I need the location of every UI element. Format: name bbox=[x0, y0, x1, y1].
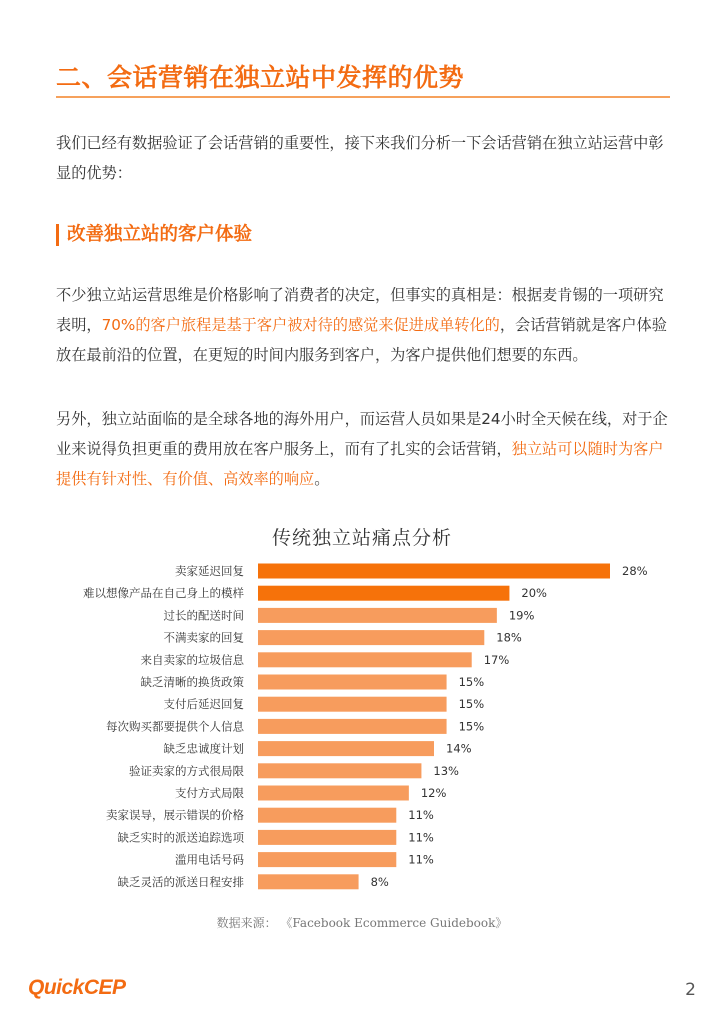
chart-category-label: 来自卖家的垃圾信息 bbox=[140, 652, 244, 667]
para2-text-after: 。 bbox=[314, 470, 330, 488]
chart-value-label: 12% bbox=[420, 786, 447, 800]
chart-bar bbox=[258, 564, 610, 579]
chart-value-label: 15% bbox=[458, 675, 485, 689]
chart-value-label: 11% bbox=[408, 830, 434, 845]
chart-bar bbox=[258, 652, 472, 667]
paragraph-global-users bbox=[56, 404, 672, 494]
chart-bar bbox=[258, 586, 509, 601]
data-source: 数据来源： 《Facebook Ecommerce Guidebook》 bbox=[216, 916, 508, 930]
chart-bar bbox=[258, 630, 484, 645]
section-title: 改善独立站的客户体验 bbox=[56, 224, 252, 246]
chart-bar bbox=[258, 874, 359, 889]
chart-category-label: 卖家误导，展示错误的价格 bbox=[106, 808, 244, 823]
chart-bar bbox=[258, 719, 447, 734]
chart-bar bbox=[258, 741, 434, 756]
chart-bar bbox=[258, 830, 396, 845]
chart-bar bbox=[258, 763, 421, 778]
page-heading: 二、会话营销在独立站中发挥的优势 bbox=[56, 63, 465, 92]
page-number: 2 bbox=[685, 980, 696, 1000]
chart-category-label: 难以想像产品在自己身上的模样 bbox=[83, 586, 244, 601]
chart-value-label: 13% bbox=[433, 763, 459, 778]
para2-highlight: 独立站可以随时为客户提供有针对性、有价值、高效率的响应 bbox=[56, 440, 664, 488]
chart-bar bbox=[258, 808, 396, 823]
chart-category-label: 验证卖家的方式很局限 bbox=[129, 763, 244, 778]
para1-text-after: ，会话营销就是客户体验放在最前沿的位置，在更短的时间内服务到客户，为客户提供他们想要的东西。 bbox=[56, 316, 667, 364]
chart-value-label: 18% bbox=[496, 630, 522, 645]
quickcep-logo: QuickCEP bbox=[28, 976, 126, 999]
chart-value-label: 11% bbox=[408, 808, 434, 823]
chart-category-label: 缺乏清晰的换货政策 bbox=[140, 675, 244, 689]
chart-value-label: 15% bbox=[458, 697, 485, 712]
chart-category-label: 缺乏忠诚度计划 bbox=[163, 741, 244, 756]
chart-category-label: 卖家延迟回复 bbox=[175, 564, 244, 578]
chart-value-label: 11% bbox=[408, 852, 434, 867]
chart-category-label: 缺乏灵活的派送日程安排 bbox=[117, 874, 244, 889]
chart-title: 传统独立站痛点分析 bbox=[271, 527, 452, 549]
chart-value-label: 17% bbox=[483, 652, 510, 667]
chart-bar bbox=[258, 608, 497, 623]
chart-bar bbox=[258, 786, 409, 801]
chart-value-label: 20% bbox=[521, 586, 547, 601]
para1-highlight: 70%的客户旅程是基于客户被对待的感觉来促进成单转化的 bbox=[101, 316, 500, 334]
chart-bar bbox=[258, 697, 447, 712]
chart-bar bbox=[258, 852, 396, 867]
chart-value-label: 19% bbox=[508, 608, 535, 623]
chart-bar bbox=[258, 675, 447, 690]
chart-value-label: 8% bbox=[370, 874, 389, 889]
para1-text-before: 不少独立站运营思维是价格影响了消费者的决定，但事实的真相是：根据麦肯锡的一项研究表明， bbox=[56, 286, 664, 334]
chart-category-label: 过长的配送时间 bbox=[163, 608, 244, 623]
chart-value-label: 28% bbox=[622, 564, 648, 578]
pain-points-bar-chart bbox=[0, 562, 724, 908]
chart-category-label: 缺乏实时的派送追踪选项 bbox=[117, 830, 244, 845]
chart-category-label: 滥用电话号码 bbox=[175, 852, 244, 867]
chart-category-label: 不满卖家的回复 bbox=[163, 630, 244, 645]
chart-category-label: 支付后延迟回复 bbox=[163, 697, 244, 712]
intro-paragraph: 我们已经有数据验证了会话营销的重要性，接下来我们分析一下会话营销在独立站运营中彰显的优势： bbox=[56, 134, 664, 182]
chart-value-label: 15% bbox=[458, 719, 485, 734]
para2-text-before: 另外，独立站面临的是全球各地的海外用户，而运营人员如果是24小时全天候在线，对于企业来说得负担更重的费用放在客户服务上，而有了扎实的会话营销， bbox=[56, 410, 668, 458]
heading-divider bbox=[56, 96, 670, 98]
chart-category-label: 支付方式局限 bbox=[175, 786, 244, 800]
paragraph-customer-experience bbox=[56, 280, 672, 370]
chart-value-label: 14% bbox=[446, 741, 472, 756]
chart-category-label: 每次购买都要提供个人信息 bbox=[106, 719, 244, 734]
